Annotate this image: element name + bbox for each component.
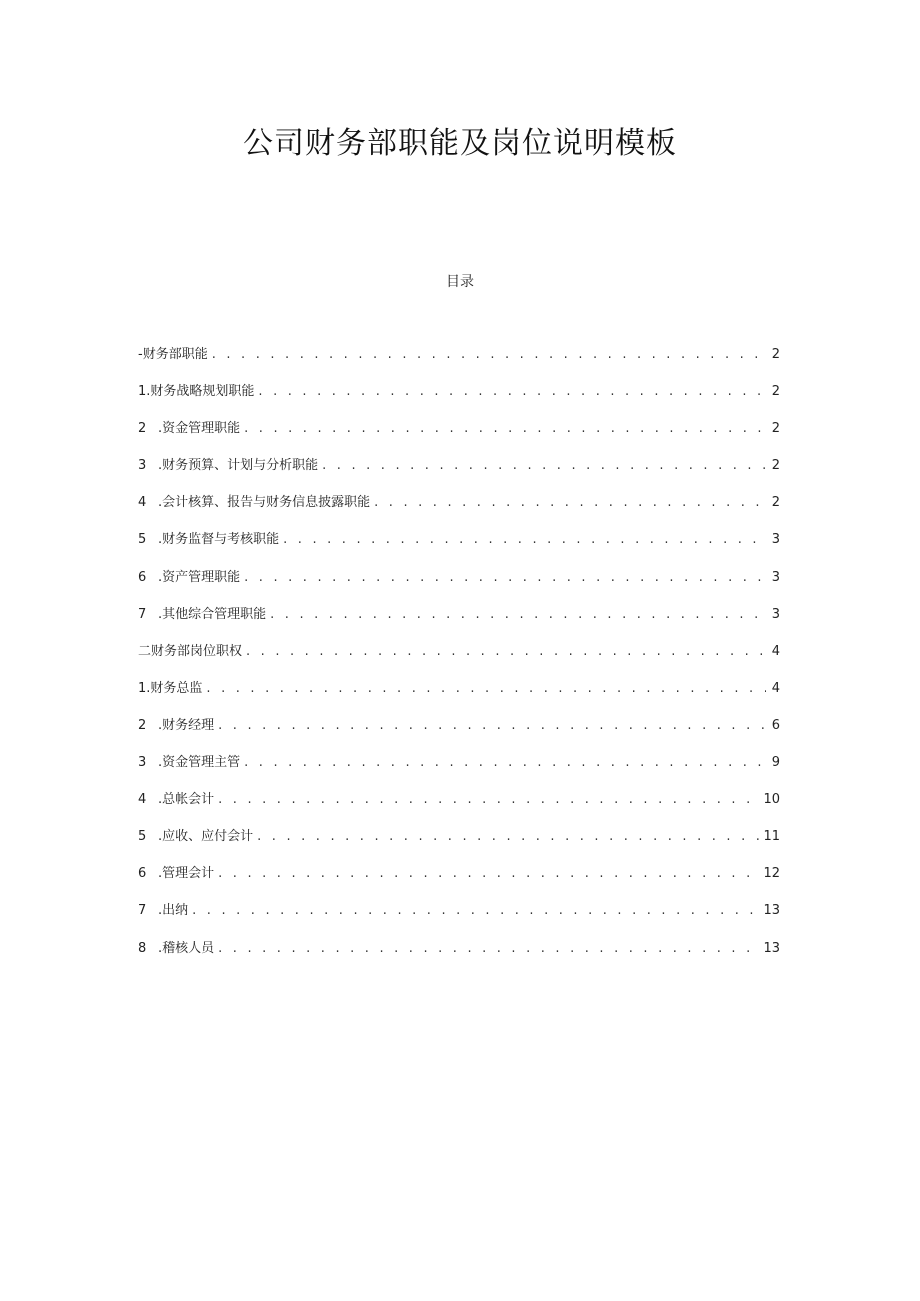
toc-entry[interactable] [138,714,780,751]
toc-entry-title: .总帐会计 [158,792,215,808]
toc-entry-number: 3 [138,458,147,474]
toc-entry-number: 6 [138,569,147,585]
toc-entry-page: 13 [763,940,780,956]
toc-dot-leader [192,903,759,918]
toc-entry-title: .其他综合管理职能 [158,606,267,622]
toc-dot-leader [257,829,759,844]
toc-entry[interactable] [138,380,780,417]
toc-entry-page: 4 [771,643,780,659]
toc-entry-page: 2 [771,458,780,474]
toc-entry-title: .财务监督与考核职能 [158,532,280,548]
toc-entry[interactable] [138,528,780,565]
toc-entry-number: 5 [138,532,147,548]
toc-dot-leader [244,755,766,770]
toc-dot-leader [218,792,759,807]
toc-entry[interactable] [138,566,780,603]
toc-entry-title: .资产管理职能 [158,569,241,585]
toc-entry-title: -财务部职能 [138,347,208,362]
toc-dot-leader [270,607,766,622]
toc-entry-page: 13 [763,903,780,919]
toc-entry-number: 4 [138,495,147,511]
toc-entry[interactable] [138,603,780,640]
toc-entry[interactable] [138,491,780,528]
toc-entry-title: .管理会计 [158,866,215,882]
toc-entry-title: .稽核人员 [158,940,215,956]
toc-entry-page: 12 [763,866,780,882]
toc-entry-page: 2 [771,347,780,362]
table-of-contents [138,343,780,974]
toc-entry-number: 8 [138,940,147,956]
toc-entry-page: 4 [771,680,780,696]
toc-entry-title: .资金管理主管 [158,755,241,771]
toc-dot-leader [246,644,766,659]
toc-entry-title: .出纳 [158,903,189,919]
toc-entry-page: 2 [771,421,780,437]
toc-entry-page: 9 [771,755,780,771]
toc-dot-leader [206,681,766,696]
toc-entry[interactable] [138,677,780,714]
toc-heading: 目录 [446,274,474,290]
toc-dot-leader [322,458,766,473]
toc-dot-leader [258,384,766,399]
toc-entry[interactable] [138,862,780,899]
toc-entry-number: 5 [138,829,147,845]
toc-entry-title: .财务预算、计划与分析职能 [158,458,319,474]
toc-entry[interactable] [138,751,780,788]
toc-entry[interactable] [138,899,780,936]
toc-entry-title: 二财务部岗位职权 [138,643,243,659]
toc-entry-number: 2 [138,421,147,437]
toc-dot-leader [218,866,759,881]
toc-entry[interactable] [138,417,780,454]
toc-entry-page: 3 [771,606,780,622]
toc-entry[interactable] [138,937,780,974]
toc-entry-title: 1.财务总监 [138,680,203,696]
toc-dot-leader [283,532,766,547]
toc-entry-page: 3 [771,532,780,548]
toc-entry-title: 1.财务战略规划职能 [138,384,255,400]
toc-dot-leader [218,718,766,733]
toc-entry-number: 4 [138,792,147,808]
toc-entry-number: 6 [138,866,147,882]
toc-dot-leader [244,570,766,585]
toc-entry-number: 7 [138,903,147,919]
toc-entry-title: .财务经理 [158,717,215,733]
toc-entry[interactable] [138,454,780,491]
document-title: 公司财务部职能及岗位说明模板 [243,126,677,161]
toc-entry-title: .应收、应付会计 [158,829,254,845]
toc-dot-leader [244,421,766,436]
toc-entry-page: 2 [771,495,780,511]
toc-entry[interactable] [138,788,780,825]
toc-entry-page: 11 [763,829,780,845]
toc-entry-page: 10 [763,792,780,808]
toc-entry[interactable] [138,825,780,862]
toc-entry-title: .资金管理职能 [158,421,241,437]
toc-entry-page: 3 [771,569,780,585]
toc-entry-page: 2 [771,384,780,400]
toc-dot-leader [218,941,759,956]
toc-entry-number: 7 [138,606,147,622]
toc-entry[interactable] [138,640,780,677]
toc-entry-number: 2 [138,717,147,733]
toc-entry-number: 3 [138,755,147,771]
toc-entry[interactable] [138,343,780,380]
toc-entry-page: 6 [771,717,780,733]
toc-dot-leader [212,347,766,362]
toc-entry-title: .会计核算、报告与财务信息披露职能 [158,495,371,511]
toc-dot-leader [374,495,766,510]
